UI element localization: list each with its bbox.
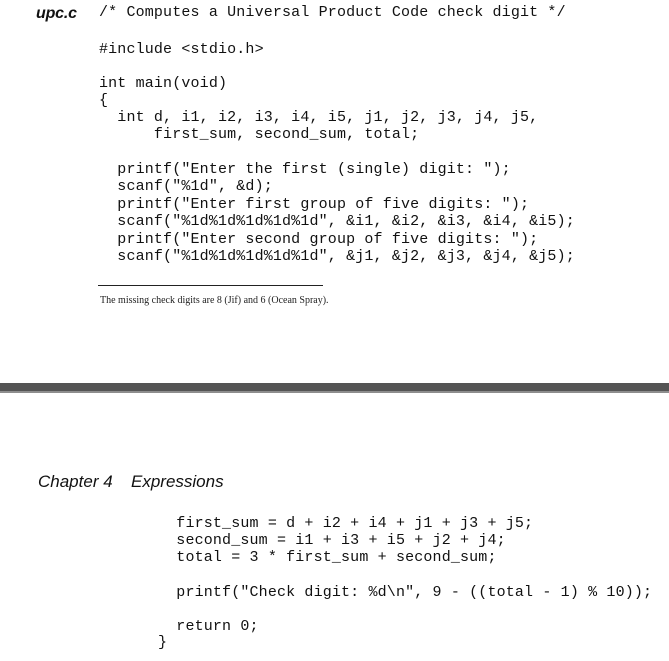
- code-close-brace-line: }: [158, 634, 168, 651]
- code-scanf-first-group-line: scanf("%1d%1d%1d%1d%1d", &i1, &i2, &i3, &i4, &i5);: [99, 213, 575, 230]
- code-declaration-line-1: int d, i1, i2, i3, i4, i5, j1, j2, j3, j4, j5,: [99, 109, 539, 126]
- code-printf-first-digit-line: printf("Enter the first (single) digit: ");: [99, 161, 511, 178]
- file-name-label: upc.c: [36, 5, 77, 22]
- code-printf-second-group-line: printf("Enter second group of five digits: ");: [99, 231, 539, 248]
- code-scanf-first-digit-line: scanf("%1d", &d);: [99, 178, 273, 195]
- chapter-title: Expressions: [131, 472, 224, 491]
- code-scanf-second-group-line: scanf("%1d%1d%1d%1d%1d", &j1, &j2, &j3, &j4, &j5);: [99, 248, 575, 265]
- code-comment-line: /* Computes a Universal Product Code check digit */: [99, 4, 566, 21]
- code-total-line: total = 3 * first_sum + second_sum;: [158, 549, 497, 566]
- page-divider: [0, 383, 669, 391]
- code-printf-first-group-line: printf("Enter first group of five digits: ");: [99, 196, 530, 213]
- footnote-rule: [98, 285, 323, 286]
- code-first-sum-line: first_sum = d + i2 + i4 + j1 + j3 + j5;: [158, 515, 534, 532]
- code-printf-check-digit-line: printf("Check digit: %d\n", 9 - ((total - 1) % 10));: [158, 584, 653, 601]
- code-open-brace-line: {: [99, 92, 109, 109]
- code-return-line: return 0;: [158, 618, 259, 635]
- code-include-line: #include <stdio.h>: [99, 41, 264, 58]
- footnote-text: The missing check digits are 8 (Jif) and 6 (Ocean Spray).: [100, 295, 329, 306]
- code-main-signature-line: int main(void): [99, 75, 228, 92]
- code-second-sum-line: second_sum = i1 + i3 + i5 + j2 + j4;: [158, 532, 506, 549]
- code-declaration-line-2: first_sum, second_sum, total;: [99, 126, 420, 143]
- chapter-label: Chapter 4: [38, 472, 113, 491]
